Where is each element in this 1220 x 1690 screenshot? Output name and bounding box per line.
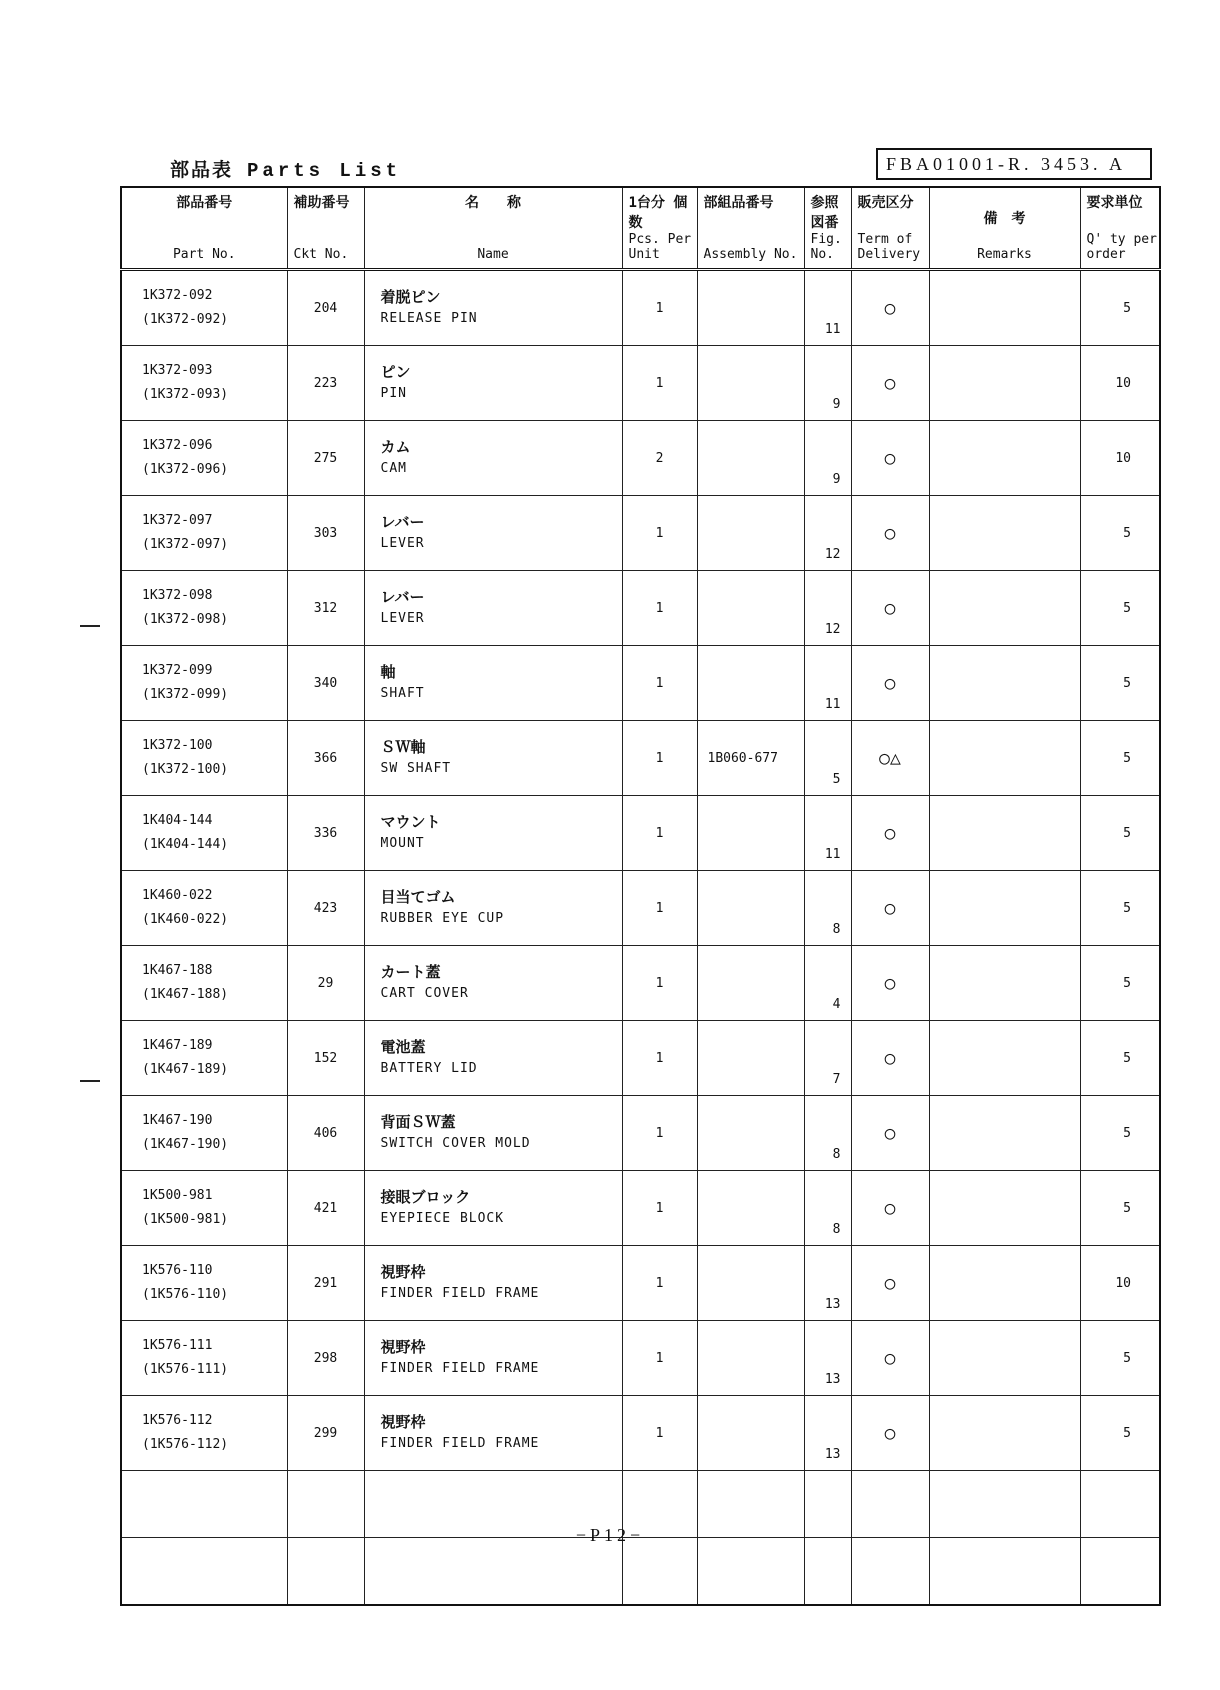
part-number-cell xyxy=(121,571,287,646)
part-number-cell xyxy=(121,1246,287,1321)
name-jp: 目当てゴム xyxy=(380,888,456,906)
remarks xyxy=(929,721,1080,796)
part-number: 1K372-097 xyxy=(142,513,213,528)
name-cell xyxy=(364,1321,622,1396)
fig-number: 11 xyxy=(804,646,851,721)
part-number-cell xyxy=(121,421,287,496)
ckt-number: 152 xyxy=(287,1021,364,1096)
table-row xyxy=(121,571,1160,646)
part-number-alt: (1K467-188) xyxy=(142,987,229,1002)
pcs-per-unit: 1 xyxy=(622,721,697,796)
part-number-cell xyxy=(121,270,287,346)
name-en: LEVER xyxy=(380,611,425,626)
pcs-per-unit: 1 xyxy=(622,1246,697,1321)
part-number-alt: (1K372-092) xyxy=(142,312,229,327)
remarks xyxy=(929,496,1080,571)
part-number: 1K460-022 xyxy=(142,888,213,903)
name-cell xyxy=(364,1246,622,1321)
name-cell xyxy=(364,270,622,346)
pcs-per-unit: 1 xyxy=(622,571,697,646)
fig-number: 12 xyxy=(804,571,851,646)
qty-per-order: 5 xyxy=(1080,946,1160,1021)
name-jp: ピン xyxy=(380,363,411,381)
ckt-number: 340 xyxy=(287,646,364,721)
assembly-number xyxy=(697,1021,804,1096)
fig-number: 11 xyxy=(804,796,851,871)
remarks xyxy=(929,946,1080,1021)
assembly-number xyxy=(697,571,804,646)
part-number-cell xyxy=(121,1171,287,1246)
qty-per-order: 5 xyxy=(1080,646,1160,721)
ckt-number: 423 xyxy=(287,871,364,946)
part-number-cell xyxy=(121,721,287,796)
name-cell xyxy=(364,421,622,496)
table-row xyxy=(121,796,1160,871)
ckt-number: 29 xyxy=(287,946,364,1021)
name-cell xyxy=(364,871,622,946)
delivery-symbol: ○ xyxy=(851,1096,929,1171)
page-number: −P12− xyxy=(575,1525,645,1545)
fig-number: 13 xyxy=(804,1246,851,1321)
part-number-alt: (1K372-097) xyxy=(142,537,229,552)
part-number-cell xyxy=(121,646,287,721)
remarks xyxy=(929,346,1080,421)
assembly-number xyxy=(697,1396,804,1471)
table-row xyxy=(121,1321,1160,1396)
qty-per-order: 5 xyxy=(1080,496,1160,571)
assembly-number xyxy=(697,796,804,871)
pcs-per-unit: 1 xyxy=(622,1396,697,1471)
name-cell xyxy=(364,721,622,796)
part-number: 1K372-096 xyxy=(142,438,213,453)
part-number-alt: (1K500-981) xyxy=(142,1212,229,1227)
fig-number: 8 xyxy=(804,1096,851,1171)
ckt-number: 303 xyxy=(287,496,364,571)
part-number-alt: (1K372-093) xyxy=(142,387,229,402)
delivery-symbol: ○ xyxy=(851,496,929,571)
pcs-per-unit: 2 xyxy=(622,421,697,496)
remarks xyxy=(929,1396,1080,1471)
qty-per-order: 5 xyxy=(1080,1396,1160,1471)
part-number: 1K372-100 xyxy=(142,738,213,753)
delivery-symbol: ○ xyxy=(851,1321,929,1396)
table-row xyxy=(121,721,1160,796)
col-pcs-per-unit: 1台分 個 数 Pcs. Per Unit xyxy=(622,187,697,270)
remarks xyxy=(929,1246,1080,1321)
fig-number: 7 xyxy=(804,1021,851,1096)
assembly-number xyxy=(697,496,804,571)
part-number-alt: (1K460-022) xyxy=(142,912,229,927)
part-number-cell xyxy=(121,1321,287,1396)
name-cell xyxy=(364,796,622,871)
part-number-alt: (1K372-098) xyxy=(142,612,229,627)
table-header xyxy=(121,187,1160,270)
fig-number: 9 xyxy=(804,421,851,496)
table-row xyxy=(121,1096,1160,1171)
fig-number: 13 xyxy=(804,1321,851,1396)
ckt-number: 204 xyxy=(287,270,364,346)
fig-number: 13 xyxy=(804,1396,851,1471)
delivery-symbol: ○ xyxy=(851,1246,929,1321)
part-number: 1K372-093 xyxy=(142,363,213,378)
part-number: 1K576-112 xyxy=(142,1413,213,1428)
ckt-number: 406 xyxy=(287,1096,364,1171)
delivery-symbol: ○ xyxy=(851,946,929,1021)
qty-per-order: 5 xyxy=(1080,1096,1160,1171)
pcs-per-unit: 1 xyxy=(622,871,697,946)
part-number-cell xyxy=(121,871,287,946)
qty-per-order: 5 xyxy=(1080,796,1160,871)
assembly-number xyxy=(697,871,804,946)
ckt-number: 336 xyxy=(287,796,364,871)
delivery-symbol: ○ xyxy=(851,796,929,871)
name-jp: 視野枠 xyxy=(380,1263,426,1281)
name-jp: カム xyxy=(380,438,411,456)
name-jp: レバー xyxy=(380,513,425,531)
ckt-number: 291 xyxy=(287,1246,364,1321)
name-cell xyxy=(364,571,622,646)
table-row xyxy=(121,421,1160,496)
name-en: RELEASE PIN xyxy=(380,311,478,326)
remarks xyxy=(929,796,1080,871)
part-number-alt: (1K576-111) xyxy=(142,1362,229,1377)
col-ckt-no: 補助番号 Ckt No. xyxy=(287,187,364,270)
assembly-number: 1B060-677 xyxy=(697,721,804,796)
part-number-alt: (1K404-144) xyxy=(142,837,229,852)
part-number: 1K372-099 xyxy=(142,663,213,678)
scan-mark xyxy=(80,625,100,627)
part-number-cell xyxy=(121,1396,287,1471)
ckt-number: 299 xyxy=(287,1396,364,1471)
name-jp: 軸 xyxy=(380,663,396,681)
qty-per-order: 5 xyxy=(1080,1021,1160,1096)
name-en: EYEPIECE BLOCK xyxy=(380,1211,505,1226)
name-jp: レバー xyxy=(380,588,425,606)
remarks xyxy=(929,1096,1080,1171)
part-number: 1K576-110 xyxy=(142,1263,213,1278)
remarks xyxy=(929,1321,1080,1396)
part-number-alt: (1K372-099) xyxy=(142,687,229,702)
qty-per-order: 5 xyxy=(1080,1171,1160,1246)
pcs-per-unit: 1 xyxy=(622,1096,697,1171)
title-en: Parts List xyxy=(247,160,402,182)
delivery-symbol: ○ xyxy=(851,270,929,346)
part-number-alt: (1K372-100) xyxy=(142,762,229,777)
pcs-per-unit: 1 xyxy=(622,796,697,871)
remarks xyxy=(929,270,1080,346)
fig-number: 12 xyxy=(804,496,851,571)
part-number-alt: (1K467-189) xyxy=(142,1062,229,1077)
table-row xyxy=(121,946,1160,1021)
part-number-cell xyxy=(121,346,287,421)
scan-mark xyxy=(80,1080,100,1082)
name-en: MOUNT xyxy=(380,836,425,851)
fig-number: 9 xyxy=(804,346,851,421)
name-cell xyxy=(364,1396,622,1471)
table-row xyxy=(121,270,1160,346)
delivery-symbol: ○ xyxy=(851,1396,929,1471)
name-cell xyxy=(364,1096,622,1171)
name-en: SHAFT xyxy=(380,686,425,701)
pcs-per-unit: 1 xyxy=(622,946,697,1021)
name-en: SW SHAFT xyxy=(380,761,452,776)
empty-row xyxy=(121,1538,1160,1606)
qty-per-order: 5 xyxy=(1080,1321,1160,1396)
col-name: 名 称 Name xyxy=(364,187,622,270)
part-number-alt: (1K467-190) xyxy=(142,1137,229,1152)
name-en: RUBBER EYE CUP xyxy=(380,911,505,926)
name-jp: 視野枠 xyxy=(380,1413,426,1431)
table-row xyxy=(121,1021,1160,1096)
pcs-per-unit: 1 xyxy=(622,496,697,571)
name-jp: 着脱ピン xyxy=(380,288,441,306)
qty-per-order: 5 xyxy=(1080,270,1160,346)
name-en: BATTERY LID xyxy=(380,1061,478,1076)
col-qty-per-order: 要求単位 Q' ty per order xyxy=(1080,187,1160,270)
table-row xyxy=(121,1246,1160,1321)
ckt-number: 312 xyxy=(287,571,364,646)
parts-table xyxy=(120,186,1161,1606)
part-number-cell xyxy=(121,946,287,1021)
part-number: 1K467-189 xyxy=(142,1038,213,1053)
page-title xyxy=(170,155,401,182)
pcs-per-unit: 1 xyxy=(622,1021,697,1096)
remarks xyxy=(929,871,1080,946)
qty-per-order: 5 xyxy=(1080,571,1160,646)
delivery-symbol: ○ xyxy=(851,571,929,646)
assembly-number xyxy=(697,1321,804,1396)
assembly-number xyxy=(697,270,804,346)
pcs-per-unit: 1 xyxy=(622,270,697,346)
fig-number: 11 xyxy=(804,270,851,346)
table-body xyxy=(121,270,1160,1606)
assembly-number xyxy=(697,1096,804,1171)
pcs-per-unit: 1 xyxy=(622,646,697,721)
part-number-alt: (1K576-112) xyxy=(142,1437,229,1452)
remarks xyxy=(929,646,1080,721)
part-number: 1K576-111 xyxy=(142,1338,213,1353)
assembly-number xyxy=(697,1246,804,1321)
fig-number: 8 xyxy=(804,871,851,946)
name-cell xyxy=(364,946,622,1021)
part-number-cell xyxy=(121,496,287,571)
name-en: FINDER FIELD FRAME xyxy=(380,1436,540,1451)
col-part-no: 部品番号 Part No. xyxy=(121,187,287,270)
part-number: 1K372-098 xyxy=(142,588,213,603)
name-jp: 接眼ブロック xyxy=(380,1188,471,1206)
name-jp: 視野枠 xyxy=(380,1338,426,1356)
name-en: CAM xyxy=(380,461,407,476)
qty-per-order: 10 xyxy=(1080,1246,1160,1321)
pcs-per-unit: 1 xyxy=(622,346,697,421)
fig-number: 5 xyxy=(804,721,851,796)
part-number-alt: (1K576-110) xyxy=(142,1287,229,1302)
name-en: SWITCH COVER MOLD xyxy=(380,1136,531,1151)
remarks xyxy=(929,1171,1080,1246)
delivery-symbol: ○ xyxy=(851,871,929,946)
ckt-number: 275 xyxy=(287,421,364,496)
assembly-number xyxy=(697,1171,804,1246)
name-en: PIN xyxy=(380,386,407,401)
name-jp: マウント xyxy=(380,813,441,831)
ckt-number: 421 xyxy=(287,1171,364,1246)
fig-number: 4 xyxy=(804,946,851,1021)
delivery-symbol: ○ xyxy=(851,646,929,721)
name-cell xyxy=(364,346,622,421)
name-cell xyxy=(364,646,622,721)
name-jp: ＳＷ軸 xyxy=(380,738,426,756)
part-number: 1K467-190 xyxy=(142,1113,213,1128)
col-remarks: 備 考 Remarks xyxy=(929,187,1080,270)
part-number-cell xyxy=(121,1021,287,1096)
document-number: FBA01001-R. 3453. A xyxy=(876,148,1152,180)
name-cell xyxy=(364,1021,622,1096)
assembly-number xyxy=(697,346,804,421)
part-number: 1K404-144 xyxy=(142,813,213,828)
part-number-alt: (1K372-096) xyxy=(142,462,229,477)
delivery-symbol: ○ xyxy=(851,1021,929,1096)
name-en: CART COVER xyxy=(380,986,469,1001)
pcs-per-unit: 1 xyxy=(622,1171,697,1246)
table-row xyxy=(121,646,1160,721)
delivery-symbol: ○ xyxy=(851,1171,929,1246)
part-number: 1K467-188 xyxy=(142,963,213,978)
delivery-symbol: ○△ xyxy=(851,721,929,796)
qty-per-order: 5 xyxy=(1080,871,1160,946)
table-row xyxy=(121,871,1160,946)
name-cell xyxy=(364,496,622,571)
remarks xyxy=(929,1021,1080,1096)
fig-number: 8 xyxy=(804,1171,851,1246)
name-jp: 背面ＳＷ蓋 xyxy=(380,1113,456,1131)
qty-per-order: 5 xyxy=(1080,721,1160,796)
col-fig-no: 参照 図番 Fig. No. xyxy=(804,187,851,270)
name-en: LEVER xyxy=(380,536,425,551)
assembly-number xyxy=(697,946,804,1021)
delivery-symbol: ○ xyxy=(851,421,929,496)
table-row xyxy=(121,496,1160,571)
title-jp: 部品表 xyxy=(170,159,234,181)
remarks xyxy=(929,421,1080,496)
ckt-number: 223 xyxy=(287,346,364,421)
ckt-number: 298 xyxy=(287,1321,364,1396)
qty-per-order: 10 xyxy=(1080,346,1160,421)
part-number: 1K372-092 xyxy=(142,288,213,303)
name-jp: 電池蓋 xyxy=(380,1038,426,1056)
table-row xyxy=(121,1171,1160,1246)
ckt-number: 366 xyxy=(287,721,364,796)
col-term-of-delivery: 販売区分 Term of Delivery xyxy=(851,187,929,270)
name-en: FINDER FIELD FRAME xyxy=(380,1286,540,1301)
qty-per-order: 10 xyxy=(1080,421,1160,496)
remarks xyxy=(929,571,1080,646)
pcs-per-unit: 1 xyxy=(622,1321,697,1396)
part-number: 1K500-981 xyxy=(142,1188,213,1203)
table-row xyxy=(121,1396,1160,1471)
part-number-cell xyxy=(121,796,287,871)
part-number-cell xyxy=(121,1096,287,1171)
name-jp: カート蓋 xyxy=(380,963,441,981)
assembly-number xyxy=(697,421,804,496)
col-assembly-no: 部組品番号 Assembly No. xyxy=(697,187,804,270)
assembly-number xyxy=(697,646,804,721)
table-row xyxy=(121,346,1160,421)
delivery-symbol: ○ xyxy=(851,346,929,421)
name-cell xyxy=(364,1171,622,1246)
name-en: FINDER FIELD FRAME xyxy=(380,1361,540,1376)
